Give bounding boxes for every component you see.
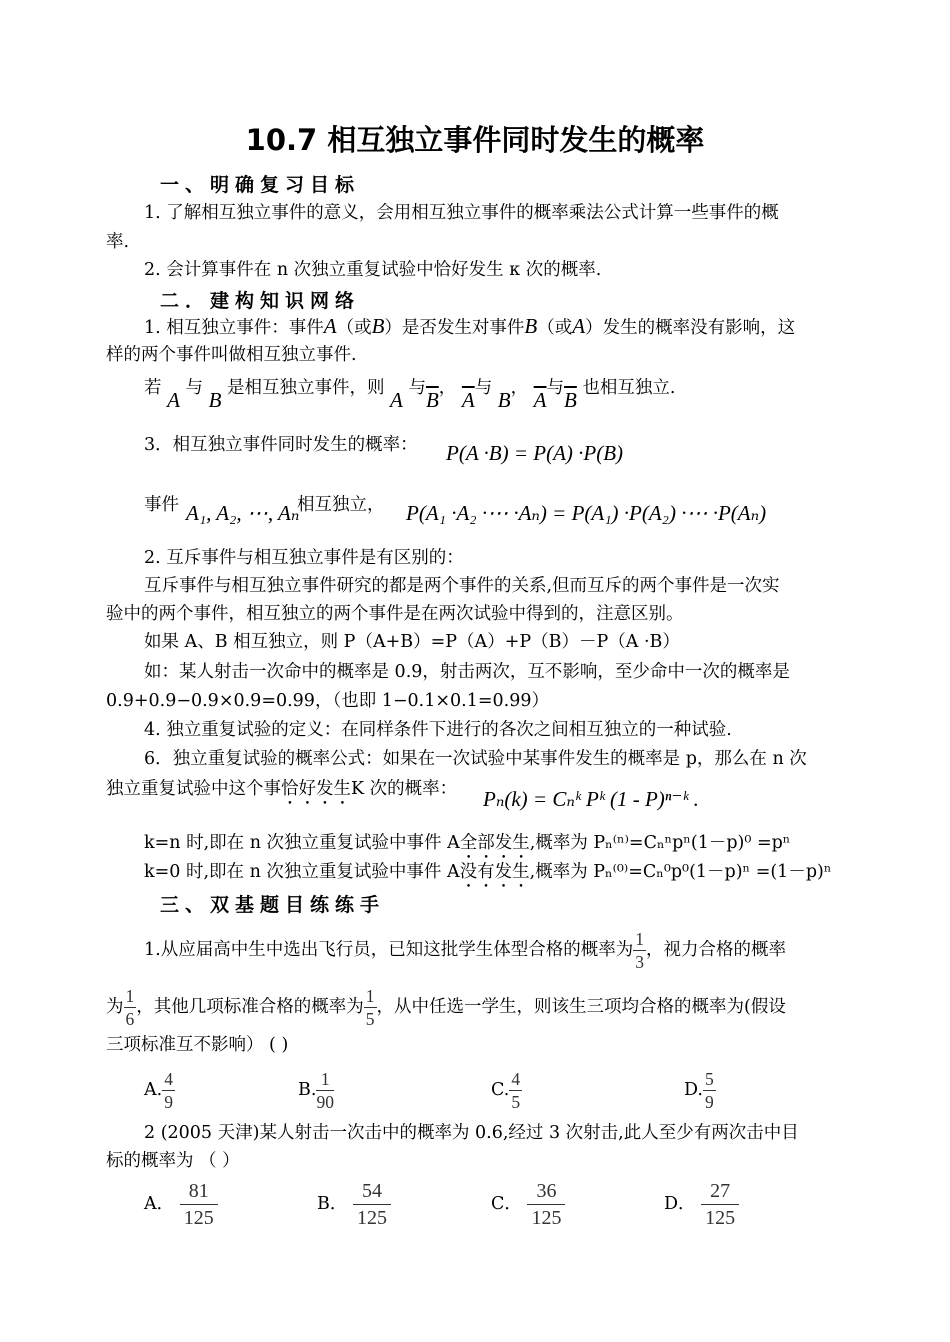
knowledge-1-line-2: 样的两个事件叫做相互独立事件. xyxy=(106,345,357,365)
multi-product-formula: P(A₁ ·A₂ ·⋯ ·Aₙ) = P(A₁) ·P(A₂) ·⋯ ·P(Aₙ) xyxy=(406,501,767,525)
section-heading-2: 二．建构知识网络 xyxy=(160,290,361,312)
knowledge-6-line-1: 6．独立重复试验的概率公式：如果在一次试验中某事件发生的概率是 p，那么在 n 次 xyxy=(144,749,807,769)
question-2-line-1: 2 (2005 天津)某人射击一次击中的概率为 0.6,经过 3 次射击,此人至少有两次击中目 xyxy=(144,1123,799,1143)
example-line-1: 如：某人射击一次命中的概率是 0.9，射击两次，互不影响，至少命中一次的概率是 xyxy=(144,662,790,682)
q2-option-c[interactable]: C． $\frac{36}{125}$ xyxy=(491,1178,565,1231)
q1-option-b[interactable]: B. $\frac{1}{90}$ xyxy=(298,1069,334,1112)
k-equals-n-line: k=n 时,即在 n 次独立重复试验中事件 A全部发生,概率为 Pₙ⁽ⁿ⁾=Cₙⁿpⁿ(1－p)⁰ =pⁿ xyxy=(144,833,791,853)
q1-option-d[interactable]: D. $\frac{5}{9}$ xyxy=(684,1069,714,1112)
events-list: A₁, A₂, ⋯, Aₙ xyxy=(186,501,300,525)
goal-2: 2. 会计算事件在 n 次独立重复试验中恰好发生 κ 次的概率. xyxy=(144,260,602,280)
events-independent: 相互独立， xyxy=(297,495,385,515)
q1-option-c[interactable]: C. $\frac{4}{5}$ xyxy=(491,1069,521,1112)
knowledge-4: 4. 独立重复试验的定义：在同样条件下进行的各次之间相互独立的一种试验. xyxy=(144,720,732,740)
knowledge-2: 2. 互斥事件与相互独立事件是有区别的： xyxy=(144,548,464,568)
question-2-line-2: 标的概率为 （ ） xyxy=(106,1151,240,1171)
section-heading-3: 三、双基题目练练手 xyxy=(160,894,386,916)
goal-1-line-2: 率. xyxy=(106,232,130,252)
q2-option-a[interactable]: A． $\frac{81}{125}$ xyxy=(144,1178,218,1231)
q2-option-b[interactable]: B． $\frac{54}{125}$ xyxy=(317,1178,391,1231)
question-1-line-3: 三项标准互不影响） ( ) xyxy=(106,1035,289,1055)
q1-option-a[interactable]: A. $\frac{4}{9}$ xyxy=(144,1069,173,1112)
knowledge-2-line-a: 互斥事件与相互独立事件研究的都是两个事件的关系,但而互斥的两个事件是一次实 xyxy=(144,576,780,596)
section-heading-1: 一、明确复习目标 xyxy=(160,174,361,196)
page-title: 10.7 相互独立事件同时发生的概率 xyxy=(245,123,705,157)
independence-complements: 若 A 与 B 是相互独立事件，则 A 与$\overline{B}$， $\overline{A}$与 B， $\overline{A}$与$\overline{B}$ 也相互独立. xyxy=(144,378,676,412)
q2-option-d[interactable]: D． $\frac{27}{125}$ xyxy=(664,1178,739,1231)
goal-1-line-1: 1. 了解相互独立事件的意义，会用相互独立事件的概率乘法公式计算一些事件的概 xyxy=(144,203,779,223)
knowledge-6-line-2: 独立重复试验中这个事恰好发生K 次的概率： xyxy=(106,779,458,799)
knowledge-2-line-c: 如果 A、B 相互独立，则 P（A+B）=P（A）+P（B）－P（A ·B） xyxy=(144,632,680,652)
example-line-2: 0.9+0.9−0.9×0.9=0.99，（也即 1−0.1×0.1=0.99） xyxy=(106,691,550,711)
k-equals-0-line: k=0 时,即在 n 次独立重复试验中事件 A没有发生,概率为 Pₙ⁽⁰⁾=Cₙ⁰p⁰(1－p)ⁿ =(1－p)ⁿ xyxy=(144,862,832,882)
binomial-formula: Pₙ(k) = Cₙᵏ Pᵏ (1 - P)ⁿ⁻ᵏ . xyxy=(483,787,699,811)
product-formula: P(A ·B) = P(A) ·P(B) xyxy=(446,441,624,465)
events-label: 事件 xyxy=(144,495,179,515)
knowledge-3: 3．相互独立事件同时发生的概率： xyxy=(144,435,418,455)
question-1-line-2: 为 $\frac{1}{6}$ ，其他几项标准合格的概率为 $\frac{1}{5}$ ，从中任选一学生，则该生三项均合格的概率为(假设 xyxy=(106,986,786,1029)
question-1-line-1: 1.从应届高中生中选出飞行员，已知这批学生体型合格的概率为 $\frac{1}{3}$ ，视力合格的概率 xyxy=(144,929,786,972)
knowledge-2-line-b: 验中的两个事件，相互独立的两个事件是在两次试验中得到的，注意区别。 xyxy=(106,604,684,624)
knowledge-1-line-1: 1. 相互独立事件：事件A（或B）是否发生对事件B（或A）发生的概率没有影响，这 xyxy=(144,314,796,338)
